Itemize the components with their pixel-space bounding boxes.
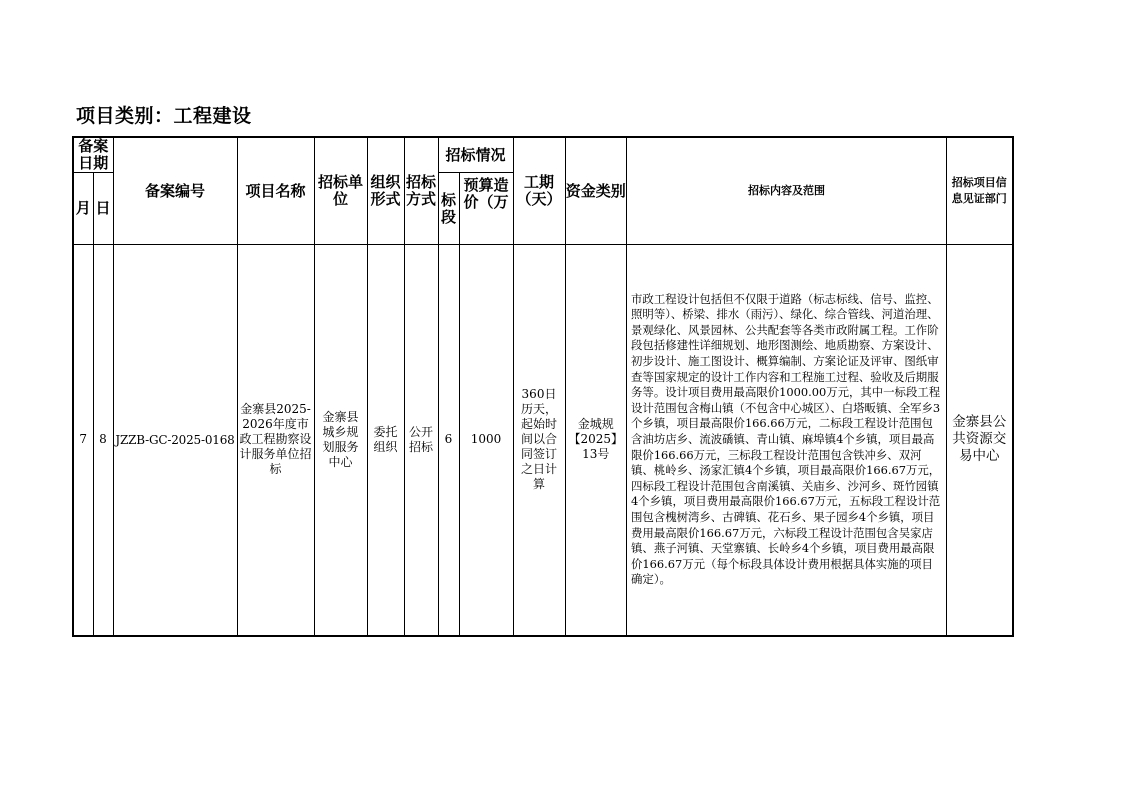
header-tenderer: 招标单位 [314, 137, 367, 245]
header-day: 日 [93, 173, 113, 245]
header-duration: 工期（天） [513, 137, 565, 245]
cell-tender-method: 公开招标 [404, 245, 438, 636]
cell-budget: 1000 [459, 245, 513, 636]
header-filing-no: 备案编号 [113, 137, 237, 245]
filing-table [72, 136, 1014, 637]
header-project-name: 项目名称 [237, 137, 314, 245]
cell-tenderer: 金寨县城乡规划服务中心 [314, 245, 367, 636]
cell-fund-type: 金城规【2025】13号 [565, 245, 627, 636]
header-tender-method: 招标方式 [404, 137, 438, 245]
table-row [73, 245, 1013, 636]
header-month: 月 [73, 173, 93, 245]
header-filing-date: 备案日期 [73, 137, 113, 173]
cell-org-form: 委托组织 [367, 245, 404, 636]
header-scope: 招标内容及范围 [627, 137, 947, 245]
cell-scope [627, 245, 947, 636]
header-budget: 预算造价（万 [459, 173, 513, 245]
header-lots: 标段 [438, 173, 459, 245]
cell-lots: 6 [438, 245, 459, 636]
cell-witness-dept: 金寨县公共资源交易中心 [947, 245, 1013, 636]
header-fund-type: 资金类别 [565, 137, 627, 245]
scope-text: 市政工程设计包括但不仅限于道路（标志标线、信号、监控、照明等）、桥梁、排水（雨污）、绿化、综合管线、河道治理、景观绿化、风景园林、公共配套等各类市政附属工程。工作阶段包括修建性详细规划、地形图测绘、地质勘察、方案设计、初步设计、施工图设计、概算编制、方案论证及评审、图纸审查等国家规定的设计工作内容和工程施工过程、验收及后期服务等。设计项目费用最高限价1000.00万元，其中一标段工程设计范围包含梅山镇（不包含中心城区）、白塔畈镇、全军乡3个乡镇，项目最高限价166.66万元，二标段工程设计范围包含油坊店乡、流波礄镇、青山镇、麻埠镇4个乡镇，项目最高限价166.66万元，三标段工程设计范围包含铁冲乡、双河镇、桃岭乡、汤家汇镇4个乡镇，项目最高限价166.67万元，四标段工程设计范围包含南溪镇、关庙乡、沙河乡、斑竹园镇4个乡镇，项目费用最高限价166.67万元，五标段工程设计范围包含槐树湾乡、古碑镇、花石乡、果子园乡4个乡镇，项目费用最高限价166.67万元，六标段工程设计范围包含吴家店镇、燕子河镇、天堂寨镇、长岭乡4个乡镇，项目费用最高限价166.67万元（每个标段具体设计费用根据具体实施的项目确定）。 [631, 291, 941, 587]
cell-month: 7 [73, 245, 93, 636]
cell-duration: 360日历天，起始时间以合同签订之日计算 [513, 245, 565, 636]
header-tender-info: 招标情况 [438, 137, 513, 173]
page-title: 项目类别：工程建设 [76, 105, 252, 127]
header-witness-dept: 招标项目信息见证部门 [947, 137, 1013, 245]
cell-filing-no: JZZB-GC-2025-0168 [113, 245, 237, 636]
cell-project-name: 金寨县2025-2026年度市政工程勘察设计服务单位招标 [237, 245, 314, 636]
header-org-form: 组织形式 [367, 137, 404, 245]
cell-day: 8 [93, 245, 113, 636]
